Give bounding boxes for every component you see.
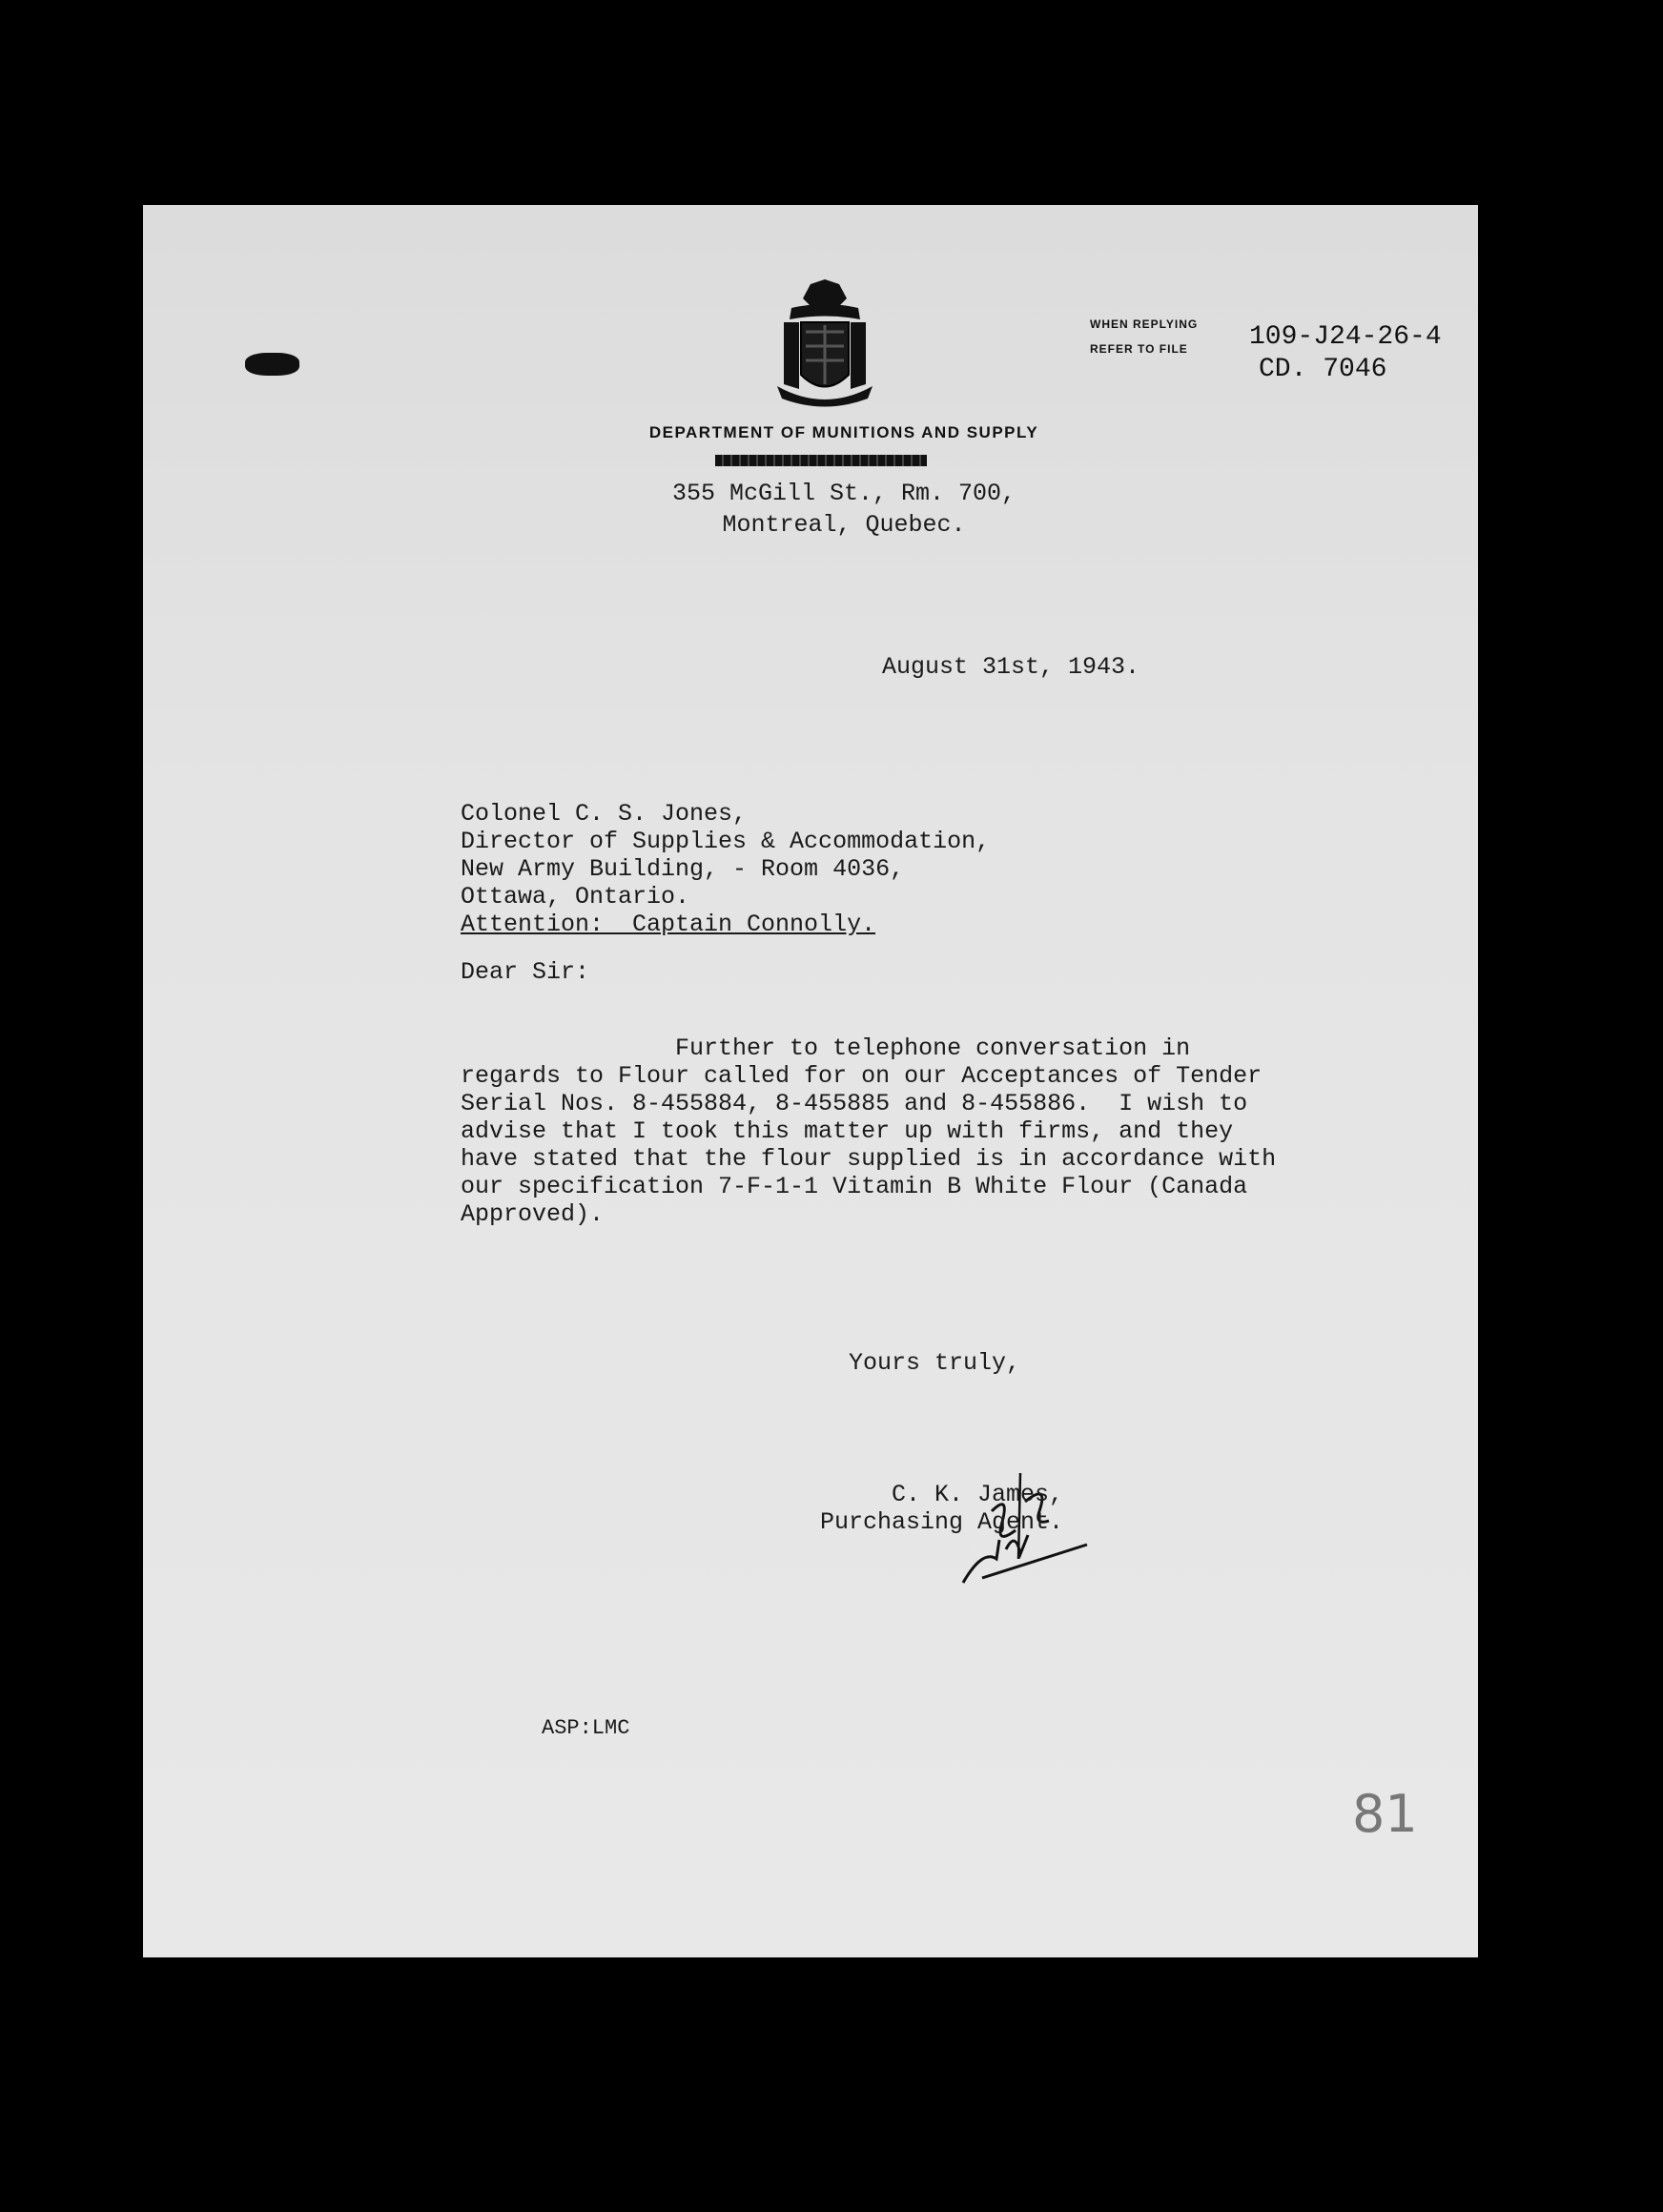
typist-initials: ASP:LMC <box>542 1716 630 1740</box>
body-line-4: advise that I took this matter up with firms, and they <box>461 1117 1234 1145</box>
body-line-1: Further to telephone conversation in <box>461 1034 1191 1062</box>
file-number-block <box>1249 321 1442 386</box>
body-line-2: regards to Flour called for on our Acceptances of Tender <box>461 1062 1263 1090</box>
signatory-title: Purchasing Agent. <box>820 1508 1064 1536</box>
letter-body <box>461 1034 1276 1228</box>
salutation: Dear Sir: <box>461 958 590 986</box>
recipient-line-2: Director of Supplies & Accommodation, <box>461 828 991 855</box>
letter-date: August 31st, 1943. <box>882 653 1140 681</box>
recipient-line-1: Colonel C. S. Jones, <box>461 800 748 828</box>
department-name: DEPARTMENT OF MUNITIONS AND SUPPLY <box>648 423 1039 441</box>
body-line-7: Approved). <box>461 1200 605 1228</box>
body-line-5: have stated that the flour supplied is in accordance with <box>461 1145 1277 1173</box>
address-line-2: Montreal, Quebec. <box>722 511 966 539</box>
signature-block <box>820 1481 1063 1536</box>
department-address <box>629 478 1058 541</box>
refer-to-file-label <box>1090 312 1198 361</box>
coat-of-arms-emblem <box>772 279 877 408</box>
handwritten-page-number <box>1345 1776 1421 1853</box>
body-line-6: our specification 7-F-1-1 Vitamin B White Flour (Canada <box>461 1173 1248 1200</box>
refer-line-2: REFER TO FILE <box>1090 342 1188 356</box>
refer-line-1: WHEN REPLYING <box>1090 317 1199 331</box>
struck-out-address <box>715 455 927 466</box>
ink-blot <box>245 353 299 376</box>
file-number: 109-J24-26-4 <box>1249 322 1442 352</box>
signatory-name: C. K. James, <box>892 1481 1064 1508</box>
recipient-line-4: Ottawa, Ontario. <box>461 883 690 911</box>
attention-line: Attention: Captain Connolly. <box>461 911 876 938</box>
svg-text:81: 81 <box>1352 1784 1418 1844</box>
recipient-block <box>461 800 990 938</box>
address-line-1: 355 McGill St., Rm. 700, <box>671 480 1016 507</box>
recipient-line-3: New Army Building, - Room 4036, <box>461 855 905 883</box>
body-line-3: Serial Nos. 8-455884, 8-455885 and 8-455886. I wish to <box>461 1090 1248 1117</box>
cd-number: CD. 7046 <box>1259 355 1387 384</box>
closing: Yours truly, <box>849 1349 1021 1377</box>
letter-page <box>143 205 1478 1957</box>
